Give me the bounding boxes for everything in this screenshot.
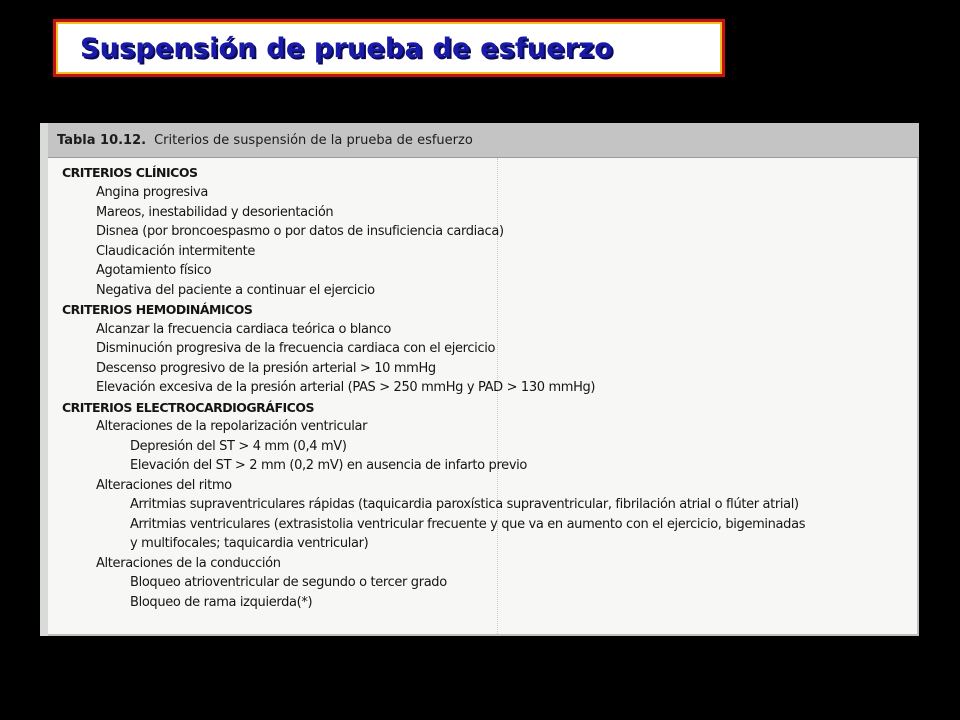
list-item: Elevación excesiva de la presión arterial (PAS > 250 mmHg y PAD > 130 mmHg): [96, 380, 596, 395]
table-label: Tabla 10.12.: [57, 132, 147, 148]
group-label: Alteraciones de la repolarización ventricular: [96, 419, 368, 434]
list-item: Arritmias ventriculares (extrasistolia ventricular frecuente y que va en aumento con el ejercicio, bigeminadas: [130, 516, 806, 532]
group-label: Alteraciones de la conducción: [96, 555, 281, 571]
list-item: Disminución progresiva de la frecuencia cardiaca con el ejercicio: [96, 341, 496, 356]
list-item: Arritmias supraventriculares rápidas (taquicardia paroxística supraventricular, fibrilación atrial o flúter atrial): [130, 497, 799, 512]
group-label: Alteraciones del ritmo: [96, 477, 232, 493]
scan-edge: [40, 123, 48, 636]
list-item: Disnea (por broncoespasmo o por datos de insuficiencia cardiaca): [96, 224, 504, 239]
list-item: Descenso progresivo de la presión arterial > 10 mmHg: [96, 360, 436, 376]
list-item: Bloqueo de rama izquierda(*): [130, 594, 313, 610]
list-item: Depresión del ST > 4 mm (0,4 mV): [130, 438, 347, 454]
section-heading-electrocardiograficos: CRITERIOS ELECTROCARDIOGRÁFICOS: [62, 399, 314, 415]
list-item-continuation: y multifocales; taquicardia ventricular): [130, 536, 369, 551]
list-item: Negativa del paciente a continuar el ejercicio: [96, 282, 375, 298]
list-item: Alcanzar la frecuencia cardiaca teórica o blanco: [96, 321, 391, 337]
table-bottom-rule: [48, 634, 919, 636]
slide-title-box: [53, 19, 725, 77]
table-body: [48, 158, 919, 636]
list-item: Bloqueo atrioventricular de segundo o tercer grado: [130, 575, 447, 590]
scanned-table-image: [40, 123, 919, 636]
list-item: Claudicación intermitente: [96, 243, 255, 259]
list-item: Angina progresiva: [96, 185, 209, 200]
list-item: Mareos, inestabilidad y desorientación: [96, 204, 334, 220]
slide-title-frame: [56, 22, 722, 74]
section-heading-clinicos: CRITERIOS CLÍNICOS: [62, 165, 198, 180]
section-heading-hemodinamicos: CRITERIOS HEMODINÁMICOS: [62, 302, 253, 317]
list-item: Agotamiento físico: [96, 263, 212, 278]
slide-title: Suspensión de prueba de esfuerzo: [80, 32, 613, 64]
list-item: Elevación del ST > 2 mm (0,2 mV) en ausencia de infarto previo: [130, 458, 528, 473]
table-header: [48, 123, 919, 158]
table-caption: Criterios de suspensión de la prueba de esfuerzo: [154, 132, 473, 148]
